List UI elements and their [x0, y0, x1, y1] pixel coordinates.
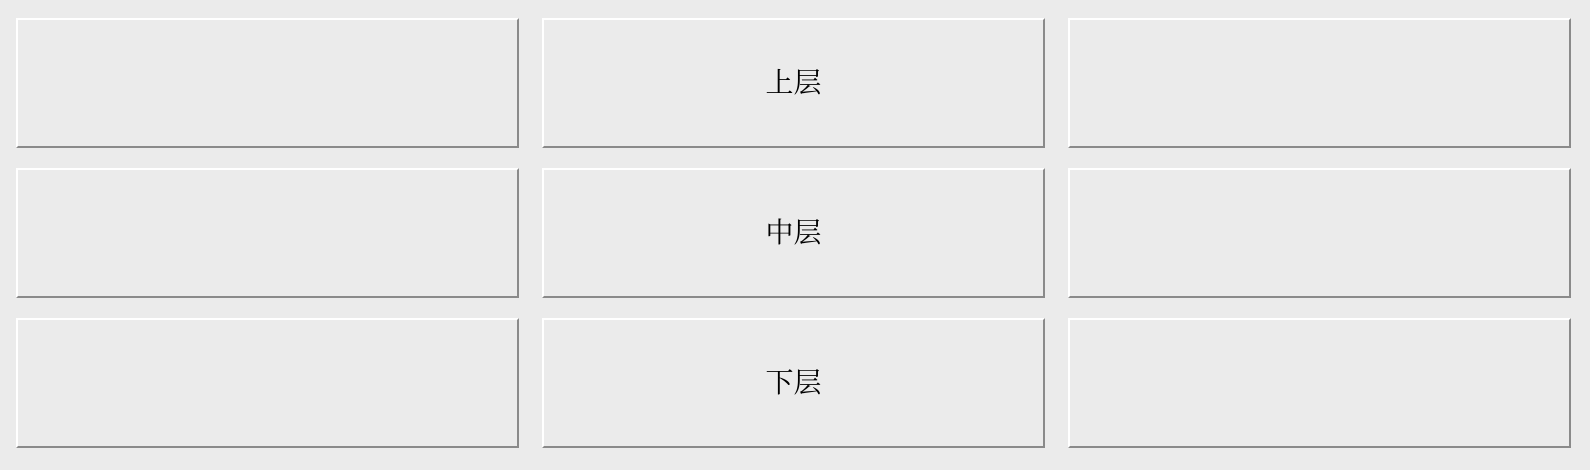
layer-grid	[16, 18, 1571, 448]
lower-right-button[interactable]	[1068, 318, 1571, 448]
upper-left-button[interactable]	[16, 18, 519, 148]
middle-layer-label: 中层	[765, 216, 822, 249]
lower-layer-button[interactable]	[542, 318, 1045, 448]
middle-layer-button[interactable]	[542, 168, 1045, 298]
upper-layer-label: 上层	[765, 66, 822, 99]
lower-layer-label: 下层	[765, 366, 822, 399]
middle-left-button[interactable]	[16, 168, 519, 298]
upper-layer-button[interactable]	[542, 18, 1045, 148]
upper-right-button[interactable]	[1068, 18, 1571, 148]
lower-left-button[interactable]	[16, 318, 519, 448]
middle-right-button[interactable]	[1068, 168, 1571, 298]
